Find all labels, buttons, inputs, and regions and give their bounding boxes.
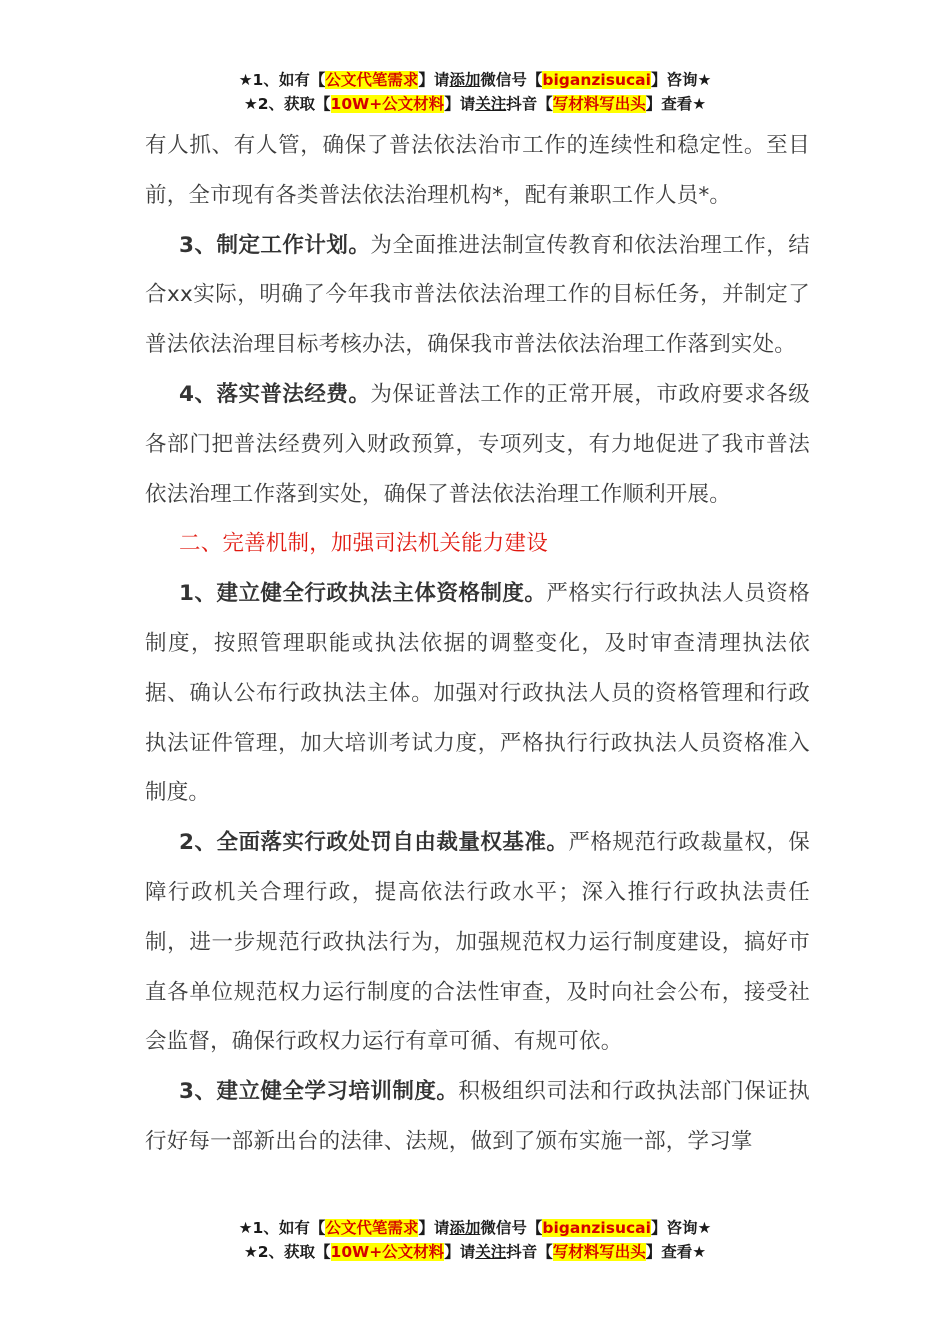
promo-line-1 (0, 1216, 950, 1240)
paragraph-text: 严格规范行政裁量权，保障行政机关合理行政，提高依法行政水平；深入推行行政执法责任制，进一步规范行政执法行为，加强规范权力运行制度建设，搞好市直各单位规范权力运行制度的合法性审查，及时向社会公布，接受社会监督，确保行政权力运行有章可循、有规可依。 (145, 830, 811, 1055)
paragraph: 有人抓、有人管，确保了普法依法治市工作的连续性和稳定性。至目前，全市现有各类普法依法治理机构*，配有兼职工作人员*。 (145, 133, 810, 208)
promo-line-1 (0, 68, 950, 92)
paragraph-text: 为全面推进法制宣传教育和依法治理工作，结合xx实际，明确了今年我市普法依法治理工作的目标任务，并制定了普法依法治理目标考核办法，确保我市普法依法治理工作落到实处。 (145, 232, 810, 358)
paragraph-text: 积极组织司法和行政执法部门保证执行好每一部新出台的法律、法规，做到了颁布实施一部，学习掌 (145, 1079, 811, 1154)
paragraph-heading: 3、制定工作计划。 (179, 232, 371, 258)
paragraph (145, 1067, 810, 1167)
paragraph (145, 569, 810, 818)
promo-text: ★1、如有【 (238, 1219, 326, 1237)
promo-highlight: 10W+公文材料 (330, 95, 445, 113)
promo-underlined: 添加 (449, 71, 481, 89)
promo-highlight: 10W+公文材料 (330, 1243, 445, 1261)
promo-text: 】查看★ (645, 95, 707, 113)
promo-text: ★2、获取【 (243, 95, 331, 113)
promo-text: ★1、如有【 (238, 71, 326, 89)
promo-text: ★2、获取【 (243, 1243, 331, 1261)
footer-promo-banner (0, 1216, 950, 1264)
promo-text: 微信号【 (480, 1219, 543, 1237)
promo-wechat-id: biganzisucai (542, 1219, 651, 1237)
promo-line-2 (0, 1240, 950, 1264)
promo-douyin-id: 写材料写出头 (552, 1243, 646, 1261)
paragraph-text: 为保证普法工作的正常开展，市政府要求各级各部门把普法经费列入财政预算，专项列支，有力地促进了我市普法依法治理工作落到实处，确保了普法依法治理工作顺利开展。 (145, 381, 810, 507)
promo-highlight: 公文代笔需求 (325, 71, 419, 89)
promo-text: 抖音【 (506, 1243, 553, 1261)
promo-text: 】请 (418, 1219, 450, 1237)
promo-text: 】咨询★ (650, 1219, 712, 1237)
paragraph (145, 370, 810, 519)
document-body (145, 121, 810, 1167)
promo-text: 】请 (444, 95, 476, 113)
promo-wechat-id: biganzisucai (542, 71, 651, 89)
promo-underlined: 关注 (475, 1243, 507, 1261)
section-heading: 二、完善机制，加强司法机关能力建设 (179, 531, 548, 557)
paragraph-heading: 3、建立健全学习培训制度。 (179, 1079, 459, 1105)
paragraph-heading: 4、落实普法经费。 (179, 381, 371, 407)
promo-line-2 (0, 92, 950, 116)
promo-douyin-id: 写材料写出头 (552, 95, 646, 113)
promo-underlined: 关注 (475, 95, 507, 113)
promo-text: 抖音【 (506, 95, 553, 113)
paragraph (145, 818, 810, 1067)
promo-text: 】请 (418, 71, 450, 89)
promo-text: 】查看★ (645, 1243, 707, 1261)
promo-underlined: 添加 (449, 1219, 481, 1237)
paragraph-text: 严格实行行政执法人员资格制度，按照管理职能或执法依据的调整变化，及时审查清理执法依据、确认公布行政执法主体。加强对行政执法人员的资格管理和行政执法证件管理，加大培训考试力度，严格执行行政执法人员资格准入制度。 (145, 581, 810, 806)
header-promo-banner (0, 68, 950, 116)
promo-text: 微信号【 (480, 71, 543, 89)
paragraph-heading: 2、全面落实行政处罚自由裁量权基准。 (179, 830, 569, 856)
promo-text: 】请 (444, 1243, 476, 1261)
paragraph (145, 221, 810, 370)
paragraph-heading: 1、建立健全行政执法主体资格制度。 (179, 581, 547, 607)
promo-highlight: 公文代笔需求 (325, 1219, 419, 1237)
promo-text: 】咨询★ (650, 71, 712, 89)
